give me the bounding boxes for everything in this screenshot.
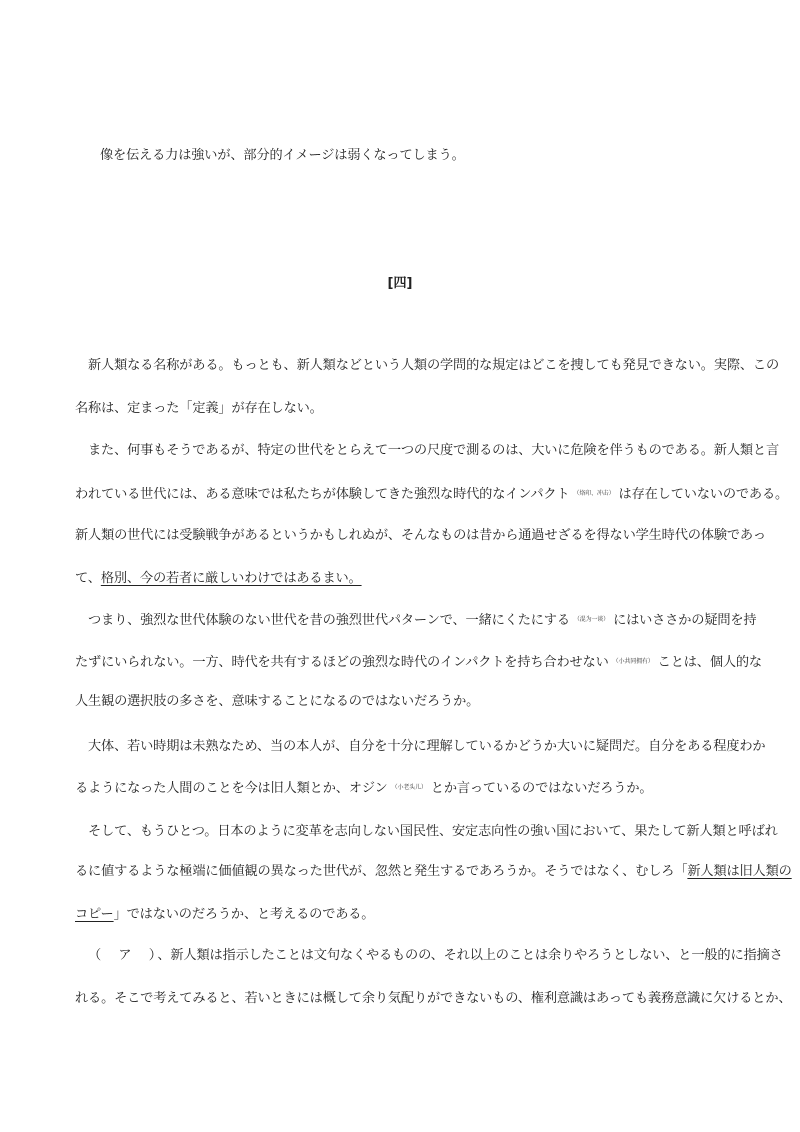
p5-line-3 (75, 905, 735, 925)
text-span: 、新人類は指示したことは文句なくやるものの、それ以上のことは余りやろうとしない、と一般的に指摘さ (157, 948, 783, 963)
text-span: 新人類の世代には受験戦争があるというかもしれぬが、そんなものは昔から通過せざるを得ない学生時代の体験であっ (75, 528, 766, 543)
p2-line-1 (88, 441, 779, 461)
gloss-kyouyuu: （小共同拥有） (612, 658, 654, 665)
answer-blank-a: （ ア ） (88, 948, 158, 963)
text-span: 大体、若い時期は未熟なため、当の本人が、自分を十分に理解しているかどうか大いに疑問だ。自分をある程度わか (88, 739, 766, 754)
text-span: われている世代には、ある意味では私たちが体験してきた強烈な時代的なインパクト (75, 487, 570, 502)
text-span: 人生観の選択肢の多さを、意味することになるのではないだろうか。 (75, 694, 480, 709)
text-span: また、何事もそうであるが、特定の世代をとらえて一つの尺度で測るのは、大いに危険を伴うものである。新人類と言 (88, 443, 779, 458)
carryover-text: 像を伝える力は強いが、部分的イメージは弱くなってしまう。 (100, 148, 465, 163)
text-span: とか言っているのではないだろうか。 (430, 781, 653, 796)
text-span: つまり、強烈な世代体験のない世代を昔の強烈世代パターンで、一緒にくたにする (88, 613, 570, 628)
text-span: そして、もうひとつ。日本のように変革を志向しない国民性、安定志向性の強い国において、果たして新人類と呼ばれ (88, 824, 778, 839)
section-heading: [四] (387, 276, 413, 291)
p4-line-1 (88, 737, 766, 757)
p2-line-2 (75, 484, 789, 505)
p4-line-2 (75, 778, 735, 799)
text-span: るに値するような極端に価値観の異なった世代が、忽然と発生するであろうか。そうではなく、むしろ「 (75, 864, 688, 879)
text-span: 」ではないのだろうか、と考えるのである。 (113, 907, 375, 922)
p5-line-2 (75, 862, 792, 882)
p3-line-1 (88, 610, 757, 631)
underlined-phrase: コピー (75, 907, 114, 922)
gloss-konitoitan: （混为一谈） (573, 616, 610, 623)
text-span: るようになった人間のことを今は旧人類とか、オジン (75, 781, 388, 796)
p1-line-1 (88, 356, 779, 376)
underlined-phrase: 新人類は旧人類の (687, 864, 792, 879)
p1-line-2 (75, 399, 735, 419)
p6-line-1 (88, 946, 783, 966)
text-span: て、 (75, 571, 101, 586)
gloss-ojin: （小老头儿） (391, 784, 427, 791)
text-span: れる。そこで考えてみると、若いときには概して余り気配りができないもの、権利意識はあっても義務意識に欠けるとか、 (75, 991, 792, 1006)
text-span: ことは、個人的な (657, 655, 762, 670)
p3-line-3 (75, 692, 735, 712)
gloss-impact: （烙印、冲击） (573, 490, 615, 497)
text-span: 新人類なる名称がある。もっとも、新人類などという人類の学問的な規定はどこを捜しても発見できない。実際、この (88, 358, 779, 373)
p6-line-2 (75, 989, 792, 1009)
p3-line-2 (75, 652, 762, 673)
carryover-line (100, 146, 760, 166)
p2-line-4 (75, 569, 735, 589)
p2-line-3 (75, 526, 766, 546)
text-span: にはいささかの疑問を持 (613, 613, 757, 628)
p5-line-1 (88, 822, 778, 842)
text-span: 名称は、定まった「定義」が存在しない。 (75, 401, 323, 416)
text-span: たずにいられない。一方、時代を共有するほどの強烈な時代のインパクトを持ち合わせない (75, 655, 609, 670)
underlined-phrase: 格別、今の若者に厳しいわけではあるまい。 (100, 571, 362, 586)
text-span: は存在していないのである。 (618, 487, 789, 502)
